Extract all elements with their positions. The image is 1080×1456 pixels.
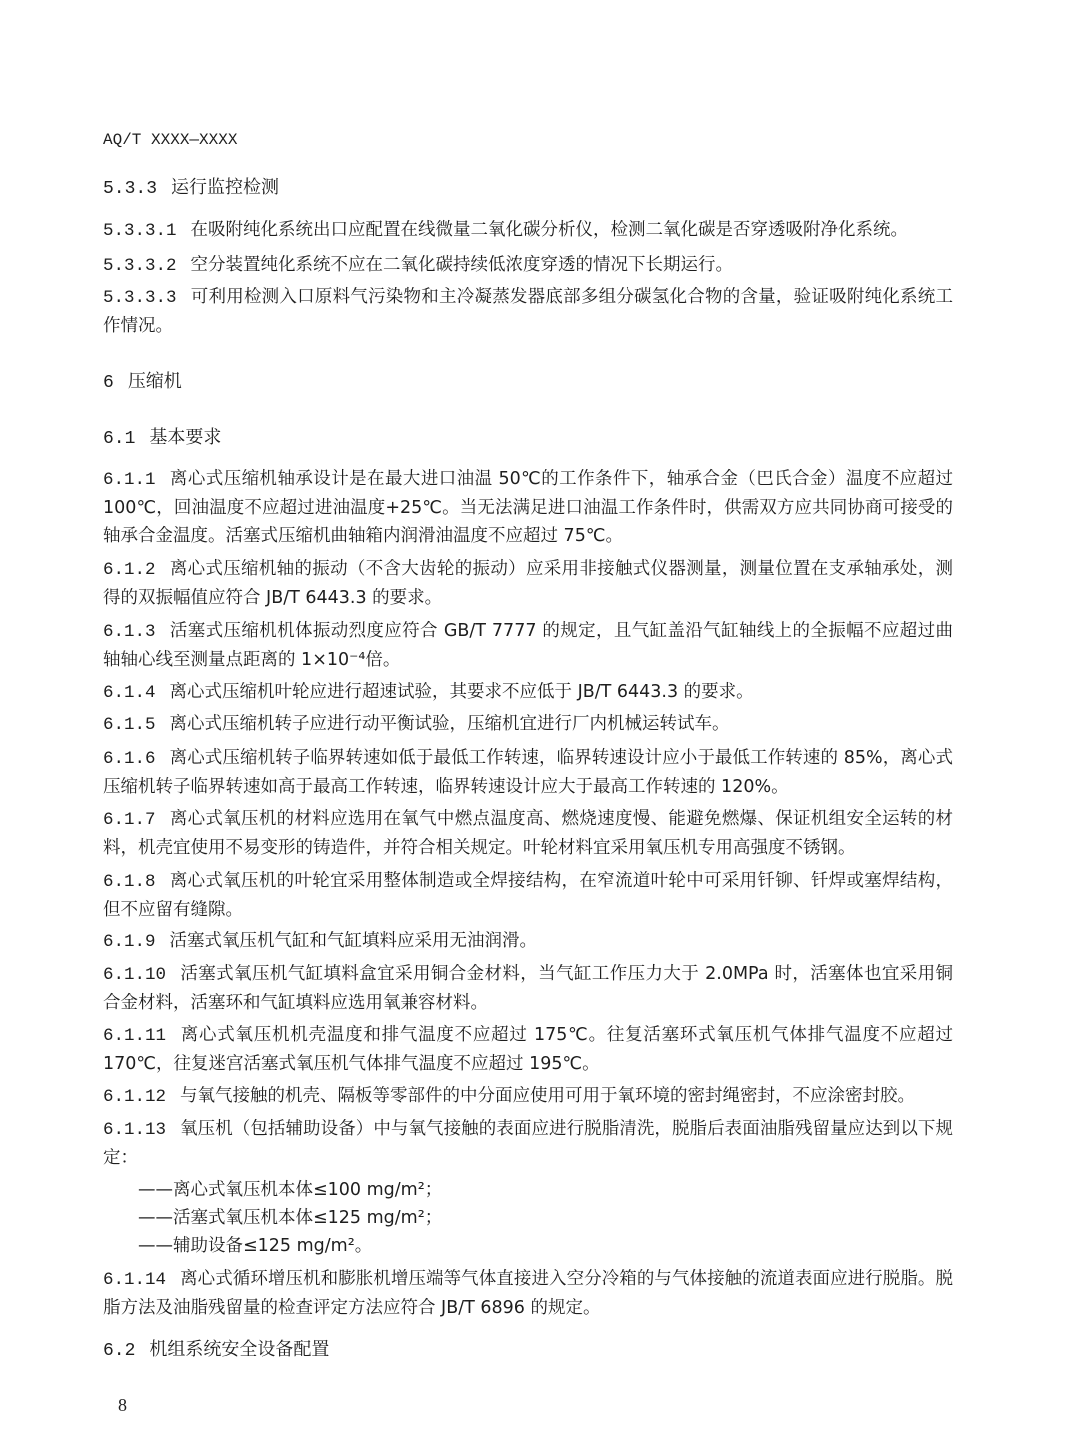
clause-6-1-7 [103, 805, 953, 862]
clause-number: 6.1.2 [103, 560, 156, 580]
list-item: ——辅助设备≤125 mg/m²。 [138, 1236, 373, 1256]
clause-number: 6.1.5 [103, 715, 156, 735]
clause-number: 6.1.4 [103, 683, 156, 703]
clause-number: 6.1.3 [103, 622, 156, 642]
clause-number: 6.1.11 [103, 1026, 167, 1046]
clause-6-1-2 [103, 555, 953, 612]
clause-6-1-6 [103, 744, 953, 801]
section-6-2-heading [103, 1336, 953, 1365]
document-code-header: AQ/T XXXX—XXXX [103, 131, 238, 149]
page-number: 8 [118, 1395, 127, 1415]
clause-number: 6.1.14 [103, 1270, 167, 1290]
clause-6-1-9 [103, 927, 953, 956]
section-title: 基本要求 [149, 427, 222, 448]
clause-text: 空分装置纯化系统不应在二氧化碳持续低浓度穿透的情况下长期运行。 [190, 255, 734, 275]
clause-text: 离心式氧压机机壳温度和排气温度不应超过 175℃。往复活塞环式氧压机气体排气温度不应超过 170℃，往复迷宫活塞式氧压机气体排气温度不应超过 195℃。 [103, 1025, 953, 1074]
list-item: ——离心式氧压机本体≤100 mg/m²； [138, 1180, 443, 1200]
section-number: 6 [103, 373, 114, 393]
clause-text: 离心式压缩机转子应进行动平衡试验，压缩机宜进行厂内机械运转试车。 [169, 714, 730, 734]
clause-text: 活塞式氧压机气缸和气缸填料应采用无油润滑。 [169, 931, 538, 951]
clause-number: 6.1.6 [103, 749, 156, 769]
clause-5-3-3-2 [103, 251, 953, 280]
section-number: 6.1 [103, 429, 136, 449]
clause-6-1-10 [103, 960, 953, 1017]
list-item: ——活塞式氧压机本体≤125 mg/m²； [138, 1208, 443, 1228]
section-title: 机组系统安全设备配置 [149, 1339, 330, 1360]
section-number: 6.2 [103, 1341, 136, 1361]
clause-number: 5.3.3.3 [103, 288, 177, 308]
clause-6-1-4 [103, 678, 953, 707]
clause-6-1-3 [103, 617, 953, 674]
clause-text: 离心式压缩机轴的振动（不含大齿轮的振动）应采用非接触式仪器测量，测量位置在支承轴承处，测得的双振幅值应符合 JB/T 6443.3 的要求。 [103, 559, 953, 608]
clause-text: 氧压机（包括辅助设备）中与氧气接触的表面应进行脱脂清洗，脱脂后表面油脂残留量应达到以下规定： [103, 1119, 953, 1168]
clause-6-1-1 [103, 465, 953, 550]
clause-number: 6.1.12 [103, 1087, 167, 1107]
section-number: 5.3.3 [103, 179, 158, 199]
chapter-6-heading [103, 368, 953, 397]
clause-6-1-5 [103, 710, 953, 739]
section-title: 压缩机 [127, 371, 182, 392]
clause-6-1-14 [103, 1265, 953, 1322]
clause-5-3-3-3 [103, 283, 953, 340]
clause-text: 离心式压缩机叶轮应进行超速试验，其要求不应低于 JB/T 6443.3 的要求。 [169, 682, 754, 702]
clause-6-1-11 [103, 1021, 953, 1078]
clause-6-1-12 [103, 1082, 953, 1111]
clause-number: 6.1.13 [103, 1120, 167, 1140]
clause-text: 在吸附纯化系统出口应配置在线微量二氧化碳分析仪，检测二氧化碳是否穿透吸附净化系统。 [190, 220, 909, 240]
clause-number: 6.1.7 [103, 810, 156, 830]
clause-text: 离心式氧压机的材料应选用在氧气中燃点温度高、燃烧速度慢、能避免燃爆、保证机组安全运转的材料，机壳宜使用不易变形的铸造件，并符合相关规定。叶轮材料宜采用氧压机专用高强度不锈钢。 [103, 809, 953, 858]
clause-number: 6.1.1 [103, 470, 156, 490]
section-5-3-3-heading [103, 174, 953, 203]
clause-text: 离心式压缩机轴承设计是在最大进口油温 50℃的工作条件下，轴承合金（巴氏合金）温度不应超过 100℃，回油温度不应超过进油温度+25℃。当无法满足进口油温工作条件时，供需双方应共同协商可接受的轴承合金温度。活塞式压缩机曲轴箱内润滑油温度不应超过 75℃。 [103, 469, 953, 546]
clause-text: 活塞式氧压机气缸填料盒宜采用铜合金材料，当气缸工作压力大于 2.0MPa 时，活塞体也宜采用铜合金材料，活塞环和气缸填料应选用氧兼容材料。 [103, 964, 953, 1013]
section-title: 运行监控检测 [171, 177, 280, 198]
clause-number: 6.1.8 [103, 872, 156, 892]
clause-number: 6.1.9 [103, 932, 156, 952]
clause-text: 离心式压缩机转子临界转速如低于最低工作转速，临界转速设计应小于最低工作转速的 85%，离心式压缩机转子临界转速如高于最高工作转速，临界转速设计应大于最高工作转速的 120%。 [103, 748, 953, 797]
clause-text: 与氧气接触的机壳、隔板等零部件的中分面应使用可用于氧环境的密封绳密封，不应涂密封胶。 [180, 1086, 916, 1106]
clause-number: 6.1.10 [103, 965, 167, 985]
clause-text: 离心式循环增压机和膨胀机增压端等气体直接进入空分冷箱的与气体接触的流道表面应进行脱脂。脱脂方法及油脂残留量的检查评定方法应符合 JB/T 6896 的规定。 [103, 1269, 953, 1318]
clause-text: 可利用检测入口原料气污染物和主冷凝蒸发器底部多组分碳氢化合物的含量，验证吸附纯化系统工作情况。 [103, 287, 953, 336]
clause-number: 5.3.3.1 [103, 221, 177, 241]
clause-text: 活塞式压缩机机体振动烈度应符合 GB/T 7777 的规定，且气缸盖沿气缸轴线上的全振幅不应超过曲轴轴心线至测量点距离的 1×10⁻⁴倍。 [103, 621, 953, 670]
clause-6-1-13 [103, 1115, 953, 1172]
section-6-1-heading [103, 424, 953, 453]
clause-5-3-3-1 [103, 216, 953, 245]
clause-number: 5.3.3.2 [103, 256, 177, 276]
clause-6-1-8 [103, 867, 953, 924]
clause-text: 离心式氧压机的叶轮宜采用整体制造或全焊接结构，在窄流道叶轮中可采用钎铆、钎焊或塞焊结构，但不应留有缝隙。 [103, 871, 953, 920]
